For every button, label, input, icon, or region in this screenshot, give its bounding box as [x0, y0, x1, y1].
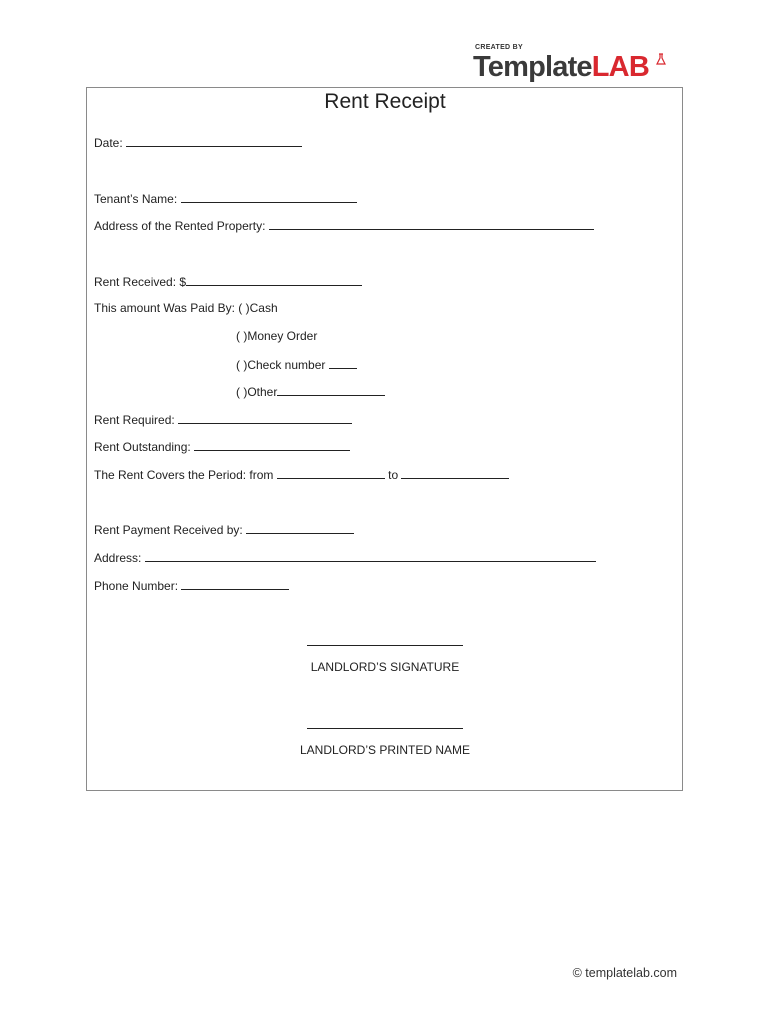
option-check-row [236, 357, 357, 372]
rent-period-row [94, 467, 509, 482]
period-to-label: to [388, 468, 399, 482]
period-from-label: The Rent Covers the Period: from [94, 468, 274, 482]
rent-received-label: Rent Received: $ [94, 275, 187, 289]
rent-required-row [94, 412, 352, 427]
landlord-signature-label: LANDLORD’S SIGNATURE [310, 660, 460, 674]
phone-row [94, 578, 289, 593]
rent-outstanding-row [94, 439, 350, 454]
page-title: Rent Receipt [324, 90, 446, 113]
landlord-signature-line[interactable] [307, 645, 463, 646]
rent-received-row [94, 274, 362, 289]
phone-label: Phone Number: [94, 579, 179, 593]
other-field[interactable] [277, 384, 385, 396]
tenant-name-row [94, 191, 357, 206]
logo-wordmark [473, 50, 649, 84]
option-other[interactable]: ( )Other [236, 385, 278, 399]
footer-copyright: © templatelab.com [572, 966, 677, 980]
date-label: Date: [94, 136, 123, 150]
rent-required-field[interactable] [178, 412, 352, 424]
rent-outstanding-field[interactable] [194, 439, 350, 451]
logo-brand-template: Template [473, 51, 592, 83]
rent-received-field[interactable] [186, 274, 362, 286]
rented-address-label: Address of the Rented Property: [94, 219, 266, 233]
address-row [94, 550, 596, 565]
landlord-printed-name-line[interactable] [307, 728, 463, 729]
check-number-field[interactable] [329, 357, 357, 369]
received-by-field[interactable] [246, 522, 354, 534]
period-from-field[interactable] [277, 467, 385, 479]
address-label: Address: [94, 551, 142, 565]
option-cash[interactable]: ( )Cash [238, 301, 278, 315]
received-by-row [94, 522, 354, 537]
address-field[interactable] [145, 550, 596, 562]
rent-required-label: Rent Required: [94, 413, 175, 427]
option-check[interactable]: ( )Check number [236, 358, 326, 372]
tenant-name-field[interactable] [181, 191, 357, 203]
logo-created-by: CREATED BY [475, 44, 523, 51]
paid-by-label: This amount Was Paid By: [94, 301, 235, 315]
rented-address-row [94, 218, 594, 233]
option-other-row [236, 384, 385, 399]
flask-icon [655, 53, 667, 65]
landlord-printed-name-label: LANDLORD’S PRINTED NAME [299, 743, 471, 757]
logo-brand-lab: LAB [591, 51, 649, 83]
period-to-field[interactable] [401, 467, 509, 479]
option-money-order[interactable]: ( )Money Order [236, 329, 318, 343]
date-row [94, 135, 302, 150]
phone-field[interactable] [181, 578, 289, 590]
rent-outstanding-label: Rent Outstanding: [94, 440, 191, 454]
templatelab-logo [473, 44, 678, 86]
tenant-name-label: Tenant’s Name: [94, 192, 178, 206]
received-by-label: Rent Payment Received by: [94, 523, 243, 537]
paid-by-row [94, 301, 278, 315]
rented-address-field[interactable] [269, 218, 594, 230]
date-field[interactable] [126, 135, 302, 147]
